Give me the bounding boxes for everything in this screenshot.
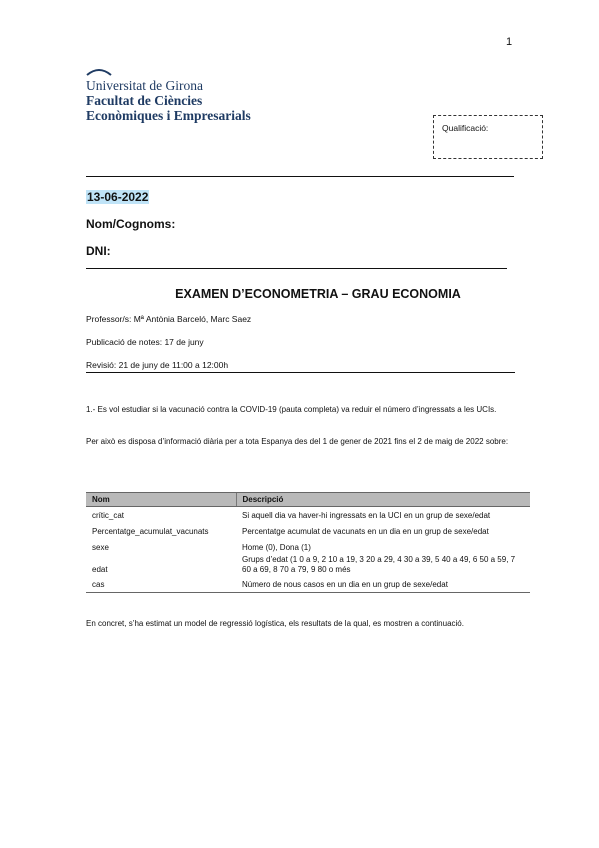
page-number: 1 — [506, 36, 513, 48]
exam-date: 13-06-2022 — [87, 190, 149, 204]
table-header-description: Descripció — [236, 493, 530, 507]
logo-line-3: Econòmiques i Empresarials — [86, 108, 251, 123]
university-logo — [86, 68, 286, 123]
table-cell-description: Grups d’edat (1 0 a 9, 2 10 a 19, 3 20 a 29, 4 30 a 39, 5 40 a 49, 6 50 a 59, 7 60 a 69, 8 70 a 79, 9 80 o més — [242, 555, 516, 574]
table-row — [86, 507, 530, 523]
table-cell-name: sexe — [92, 543, 109, 552]
table-row — [86, 576, 530, 593]
question-data-description: Per això es disposa d’informació diària per a tota Espanya des del 1 de gener de 2021 fins el 2 de maig de 2022 sobre: — [86, 437, 509, 446]
qualification-box[interactable] — [433, 115, 543, 159]
table-cell-description: Percentatge acumulat de vacunats en un dia en un grup de sexe/edat — [242, 527, 489, 536]
name-label: Nom/Cognoms: — [86, 217, 176, 231]
divider-middle — [86, 268, 507, 269]
table-header-row — [86, 493, 530, 507]
table-row — [86, 538, 530, 554]
variables-table — [86, 492, 530, 593]
professors: Professor/s: Mª Antònia Barceló, Marc Saez — [86, 314, 252, 324]
table-cell-name: cas — [86, 576, 236, 593]
exam-title: EXAMEN D’ECONOMETRIA – GRAU ECONOMIA — [175, 287, 461, 301]
publication-date: Publicació de notes: 17 de juny — [86, 337, 204, 347]
logo-line-2: Facultat de Ciències — [86, 93, 203, 108]
table-cell-description: Home (0), Dona (1) — [242, 543, 311, 552]
table-cell-name: Percentatge_acumulat_vacunats — [92, 527, 209, 536]
divider-bottom — [86, 372, 515, 373]
question-closing: En concret, s’ha estimat un model de regressió logística, els resultats de la qual, es mostren a continuació. — [86, 619, 464, 628]
logo-line-1: Universitat de Girona — [86, 78, 203, 93]
qualification-label: Qualificació: — [442, 123, 489, 133]
table-cell-name: edat — [92, 565, 108, 574]
table-row — [86, 522, 530, 538]
table-header-name: Nom — [86, 493, 236, 507]
table-cell-name: crític_cat — [92, 511, 125, 520]
dni-label: DNI: — [86, 244, 111, 258]
table-cell-description: Número de nous casos en un dia en un grup de sexe/edat — [236, 576, 530, 593]
question-intro: 1.- Es vol estudiar si la vacunació contra la COVID-19 (pauta completa) va reduir el número d’ingressats a les UCIs. — [86, 405, 497, 414]
table-row — [86, 554, 530, 576]
review-date: Revisió: 21 de juny de 11:00 a 12:00h — [86, 360, 229, 370]
divider-top — [86, 176, 514, 177]
table-cell-description: Si aquell dia va haver-hi ingressats en la UCI en un grup de sexe/edat — [242, 511, 491, 520]
logo-arc-icon — [86, 68, 112, 76]
